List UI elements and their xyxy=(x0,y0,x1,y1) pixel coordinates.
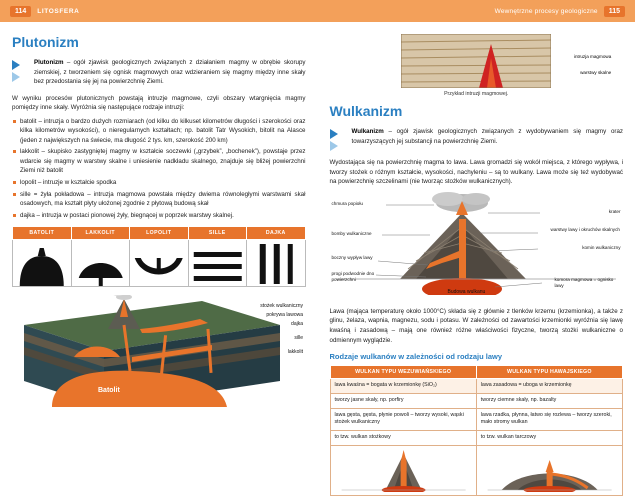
left-body xyxy=(0,22,318,421)
volcano-label-krater: krater xyxy=(609,209,621,215)
lopolit-diagram-icon xyxy=(130,240,188,286)
definition-text-2 xyxy=(352,127,624,151)
cell-wulkan-stozkowy: to tzw. wulkan stożkowy xyxy=(330,430,476,445)
page-title-plutonizm: Plutonizm xyxy=(12,34,306,50)
cell-skaly-jasne: tworzy jasne skały, np. porfiry xyxy=(330,393,476,408)
dajka-diagram-icon xyxy=(247,240,305,286)
figure-label-intruzja: intruzja magmowa xyxy=(574,54,611,59)
cell-lakkolit-figure xyxy=(71,240,130,287)
cell-figure-stozkowy xyxy=(330,445,476,496)
intrusion-example-figure xyxy=(330,34,624,97)
lava-paragraph-prefix: Wydostająca się na powierzchnię magma to xyxy=(330,159,454,166)
table-row xyxy=(330,408,623,430)
col-header-sille: SILLE xyxy=(188,227,247,240)
definition-wulkanizm xyxy=(330,127,624,151)
block-diagram-svg xyxy=(12,295,305,415)
table-row xyxy=(330,430,623,445)
col-header-hawajski: WULKAN TYPU HAWAJSKIEGO xyxy=(476,366,622,379)
table-row xyxy=(13,240,306,287)
table-header-row xyxy=(13,227,306,240)
table-row xyxy=(330,379,623,394)
cell-figure-tarczowy xyxy=(476,445,622,496)
lava-paragraph-body: lawa. Lawa gromadzi się wokół miejsca, z którego wypływa, i tworzy stożek o różnym kształcie, wysokości, nachyleniu – są to wulkany. Lawa może się też wydobywać na powierzchnię szczelinami (nie tworząc stożków wulkanicznych). xyxy=(330,159,624,185)
definition-plutonizm xyxy=(12,58,306,87)
definition-term-2: Wulkanizm xyxy=(352,128,384,135)
list-item: lopolit – intruzje w kształcie spodka xyxy=(12,178,306,187)
intrusion-type-list xyxy=(12,117,306,220)
volcano-label-komin: komin wulkaniczny xyxy=(582,245,620,251)
lava-types-table xyxy=(330,365,624,496)
right-body xyxy=(318,22,635,502)
volcano-label-bomby: bomby wulkaniczne xyxy=(332,231,372,237)
right-page xyxy=(318,0,635,449)
col-header-wezuwianski: WULKAN TYPU WEZUWIAŃSKIEGO xyxy=(330,366,476,379)
cell-lawa-rzadka: lawa rzadka, płynna, łatwo się rozlewa – tworzy szeroki, mało stromy wulkan xyxy=(476,408,622,430)
volcano-label-warstwy: warstwy lawy i okruchów skalnych xyxy=(551,227,621,233)
lakkolit-diagram-icon xyxy=(72,240,130,286)
intrusion-types-table xyxy=(12,226,306,287)
callout-marker-2 xyxy=(330,127,346,151)
cell-wulkan-tarczowy: to tzw. wulkan tarczowy xyxy=(476,430,622,445)
chevron-light-icon xyxy=(330,141,338,151)
volcano-label-progi: progi podwodnie dno powierzchni xyxy=(332,271,380,282)
block-label-stozek: stożek wulkaniczny xyxy=(260,303,303,309)
batolit-diagram-icon xyxy=(13,240,71,286)
figure-caption: Przykład intruzji magmowej. xyxy=(444,91,508,97)
chevron-icon xyxy=(330,129,338,139)
sille-diagram-icon xyxy=(189,240,247,286)
chevron-icon xyxy=(12,60,20,70)
cell-dajka-figure xyxy=(247,240,306,287)
page-title-wulkanizm: Wulkanizm xyxy=(330,103,624,119)
cell-sille-figure xyxy=(188,240,247,287)
cell-batolit-figure xyxy=(13,240,72,287)
lava-table-title: Rodzaje wulkanów w zależności od rodzaju lawy xyxy=(330,352,624,361)
definition-body: – ogół zjawisk geologicznych związanych z działaniem magmy w obrębie skorupy ziemskiej, z tworzeniem się ognisk magmowych oraz wdzieraniem się magmy między inne skały bez przedostania się jej na powierzchnię Ziemi. xyxy=(34,59,306,85)
list-item: dajka – intruzja w postaci pionowej żyły, biegnącej w poprzek warstwy skalnej. xyxy=(12,211,306,220)
volcano-label-boczny-wyplyw: boczny wypływ lawy xyxy=(332,255,378,261)
block-label-lawa: pokrywa lawowa xyxy=(266,312,303,318)
cell-lava-kwasna: lawa kwaśna = bogata w krzemionkę (SiO₂) xyxy=(330,379,476,394)
table-row xyxy=(330,393,623,408)
block-label-sille: sille xyxy=(294,335,303,341)
definition-term: Plutonizm xyxy=(34,59,64,66)
left-running-head xyxy=(0,0,318,22)
definition-text xyxy=(34,58,306,87)
block-label-lakkolit: lakkolit xyxy=(288,349,303,355)
table-row-figures xyxy=(330,445,623,496)
col-header-lopolit: LOPOLIT xyxy=(130,227,189,240)
right-running-head xyxy=(318,0,635,22)
list-item: sille = żyła pokładowa – intruzja magmowa powstała między dwiema równoległymi warstwami skał osadowych, ma kształt płyty ułożonej zgodnie z płytową budową skał xyxy=(12,190,306,209)
table-header-row xyxy=(330,366,623,379)
callout-marker xyxy=(12,58,28,87)
stratovolcano-icon xyxy=(331,446,476,492)
block-diagram-plutonism xyxy=(12,295,305,415)
intro-paragraph: W wyniku procesów plutonicznych powstają intruzje magmowe, czyli obszary wtargnięcia magmy pomiędzy inne skały. Wyróżnia się następujące rodzaje intruzji: xyxy=(12,94,306,113)
lava-paragraph xyxy=(330,158,624,187)
volcano-label-komora-magmowa: komora magmowa = ognisko lawy xyxy=(555,277,621,288)
block-label-batolit: Batolit xyxy=(98,387,120,395)
col-header-dajka: DAJKA xyxy=(247,227,306,240)
col-header-batolit: BATOLIT xyxy=(13,227,72,240)
cell-lava-zasadowa: lawa zasadowa = uboga w krzemionkę xyxy=(476,379,622,394)
intrusion-figure-svg xyxy=(401,34,551,88)
left-head-label: LITOSFERA xyxy=(37,8,79,15)
volcano-figure-caption: Budowa wulkanu xyxy=(448,289,486,295)
chevron-light-icon xyxy=(12,72,20,82)
definition-body-2: – ogół zjawisk geologicznych związanych z wydobywaniem się magmy oraz towarzyszących jej substancji na powierzchnię Ziemi. xyxy=(352,128,624,145)
left-page xyxy=(0,0,318,449)
right-head-label: Wewnętrzne procesy geologiczne xyxy=(495,8,598,15)
list-item: batolit – intruzja o bardzo dużych rozmiarach (od kilku do kilkuset kilometrów długości i szerokości oraz kilka kilometrów wysokości), o nieregularnych kształtach; np. batolit Tatr Wysokich, bitolit na Alasce (jeden z największych na świecie, ma długość 2 tys. km, szerokość 200 km) xyxy=(12,117,306,145)
list-item: lakkolit – skupisko zastygniętej magmy w kształcie soczewki („grzybek”, „bochenek”), powstaje przez wdarcie się magmy w warstwy skalne i uniesienie nadkładu skalnego, znajduje się bliżej powierzchni Ziemi niż batolit xyxy=(12,147,306,175)
lava-composition-paragraph: Lawa (mająca temperaturę około 1000°C) składa się z głównie z tlenków krzemu (krzemionka), a także z glinu, żelaza, wapnia, magnezu, sodu i potasu. W zależności od zawartości krzemionki wyróżnia się lawę kwaśną i zasadową – mają one również różne właściwości fizyczne, tworzą stożki wulkaniczne o odmiennym wyglądzie. xyxy=(330,307,624,345)
col-header-lakkolit: LAKKOLIT xyxy=(71,227,130,240)
volcano-structure-figure xyxy=(330,191,623,301)
block-label-dajka: dajka xyxy=(291,321,303,327)
cell-lopolit-figure xyxy=(130,240,189,287)
volcano-label-chmura-popiolu: chmura popiołu xyxy=(332,201,363,207)
cell-skaly-ciemne: tworzy ciemne skały, np. bazalty xyxy=(476,393,622,408)
figure-label-warstwy: warstwy skalne xyxy=(580,70,611,75)
right-page-number: 115 xyxy=(604,6,625,17)
shield-volcano-icon xyxy=(477,446,622,492)
cell-lawa-gesta: lawa gęsta, gęsta, płynie powoli – tworzy wysoki, wąski stożek wulkaniczny xyxy=(330,408,476,430)
left-page-number: 114 xyxy=(10,6,31,17)
